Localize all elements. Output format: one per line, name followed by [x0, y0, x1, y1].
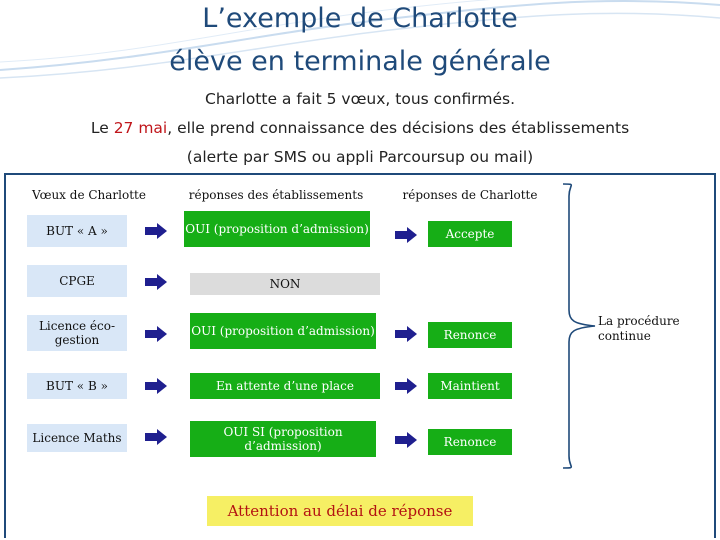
- arrow-right-icon: [395, 227, 417, 243]
- voeu-cpge: CPGE: [27, 265, 127, 297]
- intro-line1: Charlotte a fait 5 vœux, tous confirmés.: [205, 90, 515, 108]
- voeu-licence-maths: Licence Maths: [27, 424, 127, 452]
- header-reponses-etablissements: réponses des établissements: [188, 188, 364, 202]
- arrow-right-icon: [145, 326, 167, 342]
- reponse-charlotte-but-b: Maintient: [428, 373, 512, 399]
- intro-date-highlight: 27 mai: [113, 119, 168, 137]
- arrow-right-icon: [145, 378, 167, 394]
- page-title-line1: L’exemple de Charlotte: [202, 3, 518, 34]
- voeu-but-b: BUT « B »: [27, 373, 127, 399]
- reponse-charlotte-licence-maths: Renonce: [428, 429, 512, 455]
- attention-banner: Attention au délai de réponse: [207, 496, 473, 526]
- intro-line2-before: Le: [90, 119, 114, 137]
- voeu-but-a: BUT « A »: [27, 215, 127, 247]
- reponse-etab-cpge: NON: [190, 273, 380, 295]
- reponse-charlotte-licence-eco-gestion: Renonce: [428, 322, 512, 348]
- intro-line3: (alerte par SMS ou appli Parcoursup ou mail): [186, 148, 534, 166]
- arrow-right-icon: [145, 429, 167, 445]
- arrow-right-icon: [395, 378, 417, 394]
- reponse-etab-but-b: En attente d’une place: [190, 373, 380, 399]
- reponse-charlotte-but-a: Accepte: [428, 221, 512, 247]
- arrow-right-icon: [145, 274, 167, 290]
- reponse-etab-licence-eco-gestion: OUI (proposition d’admission): [190, 313, 376, 349]
- arrow-right-icon: [145, 223, 167, 239]
- intro-line2-after: , elle prend connaissance des décisions des établissements: [167, 119, 630, 137]
- intro-line2: [0, 115, 720, 141]
- procedure-continue-label: La procédure continue: [598, 314, 680, 343]
- arrow-right-icon: [395, 326, 417, 342]
- header-voeux: Vœux de Charlotte: [32, 188, 146, 202]
- reponse-etab-licence-maths: OUI SI (proposition d’admission): [190, 421, 376, 457]
- header-reponses-charlotte: réponses de Charlotte: [402, 188, 538, 202]
- voeu-licence-eco-gestion: Licence éco-gestion: [27, 315, 127, 351]
- reponse-etab-but-a: OUI (proposition d’admission): [184, 211, 370, 247]
- page-title-line2: élève en terminale générale: [169, 46, 551, 77]
- arrow-right-icon: [395, 432, 417, 448]
